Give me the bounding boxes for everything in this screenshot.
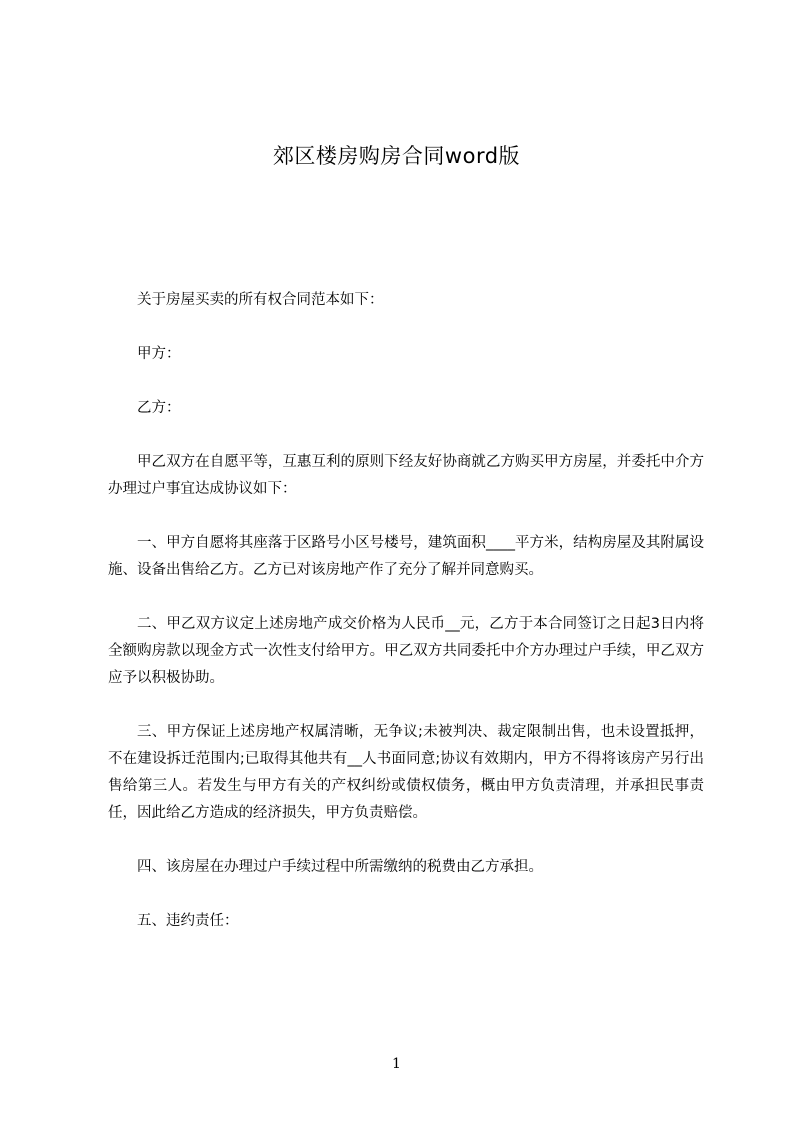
paragraph-clause-4: 四、该房屋在办理过户手续过程中所需缴纳的税费由乙方承担。: [137, 859, 543, 875]
paragraph-preamble: 甲乙双方在自愿平等，互惠互利的原则下经友好协商就乙方购买甲方房屋，并委托中介方办理过户事宜达成协议如下：: [108, 454, 704, 497]
paragraph-clause-1: 一、甲方自愿将其座落于区路号小区号楼号，建筑面积____平方米，结构房屋及其附属设施、设备出售给乙方。乙方已对该房地产作了充分了解并同意购买。: [108, 535, 704, 578]
paragraph-clause-2: 二、甲乙双方议定上述房地产成交价格为人民币__元，乙方于本合同签订之日起3日内将全额购房款以现金方式一次性支付给甲方。甲乙双方共同委托中介方办理过户手续，甲乙双方应予以积极协助。: [108, 616, 704, 686]
paragraph-clause-3: 三、甲方保证上述房地产权属清晰，无争议;未被判决、裁定限制出售，也未设置抵押，不在建设拆迁范围内;已取得其他共有__人书面同意;协议有效期内，甲方不得将该房产另行出售给第三人。若发生与甲方有关的产权纠纷或债权债务，概由甲方负责清理，并承担民事责任，因此给乙方造成的经济损失，甲方负责赔偿。: [108, 724, 704, 821]
page-number: 1: [392, 1056, 401, 1072]
document-title: 郊区楼房购房合同word版: [272, 144, 521, 168]
paragraph-party-b: 乙方：: [137, 400, 181, 416]
paragraph-clause-5: 五、违约责任：: [137, 913, 239, 929]
paragraph-intro: 关于房屋买卖的所有权合同范本如下：: [137, 292, 384, 308]
paragraph-party-a: 甲方：: [137, 346, 181, 362]
